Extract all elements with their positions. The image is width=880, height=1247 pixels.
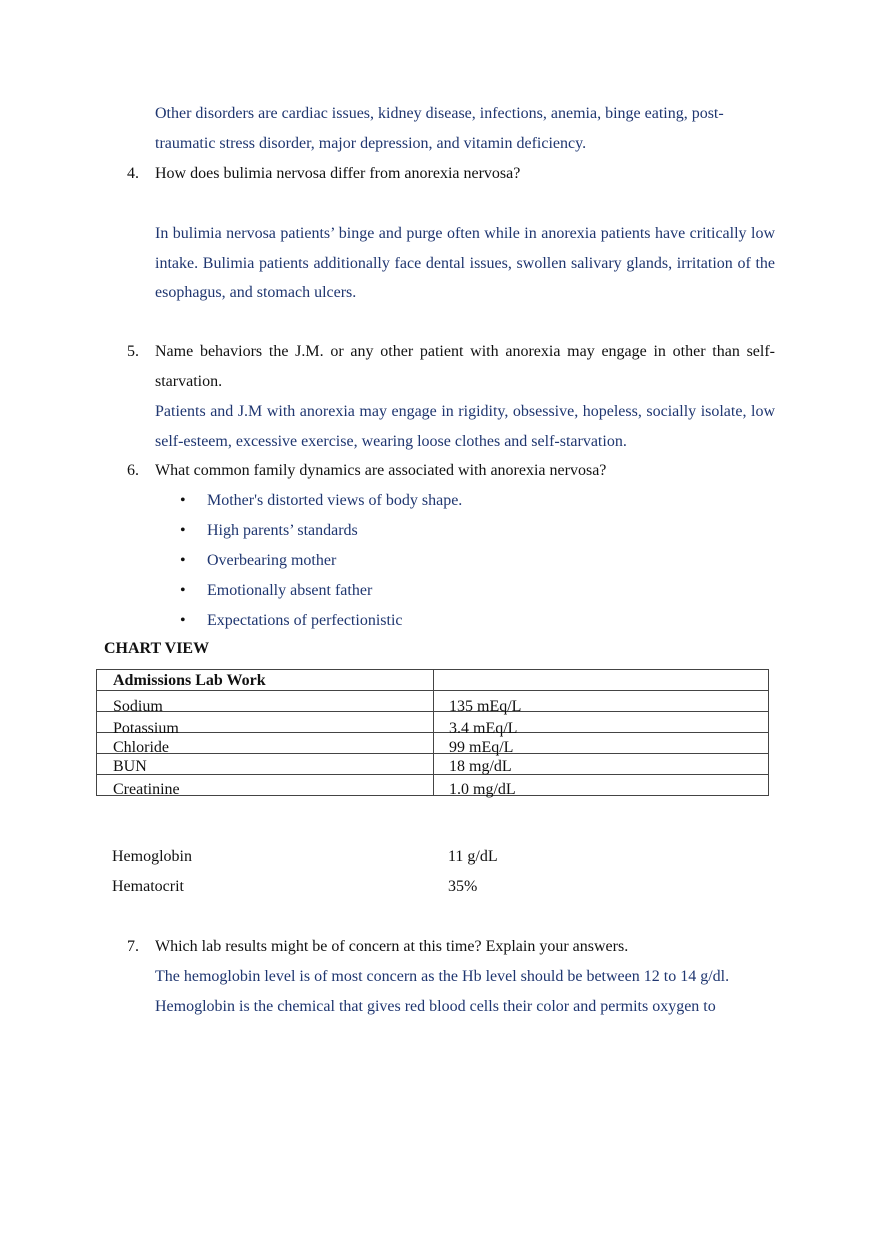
lab-value: 135 mEq/L <box>449 698 522 715</box>
table-header: Admissions Lab Work <box>113 672 266 689</box>
question-6-text: What common family dynamics are associated with anorexia nervosa? <box>155 462 607 479</box>
lab-name: Sodium <box>113 698 163 715</box>
lab-name: Hemoglobin <box>112 848 192 865</box>
answer-3-line-2: traumatic stress disorder, major depression, and vitamin deficiency. <box>155 134 587 152</box>
question-5-number: 5. <box>127 343 139 360</box>
table-row <box>96 775 769 796</box>
lab-name: BUN <box>113 758 147 775</box>
table-header-row <box>96 669 769 691</box>
question-5-text: Name behaviors the J.M. or any other patient with anorexia may engage in other than self-starvation. <box>155 343 775 390</box>
answer-4-text: In bulimia nervosa patients’ binge and purge often while in anorexia patients have critically low intake. Bulimia patients additionally face dental issues, swollen salivary glands, irritation of the esophagus, and stomach ulcers. <box>155 225 775 302</box>
table-row <box>96 691 769 715</box>
question-6-number: 6. <box>127 462 139 479</box>
table-row <box>96 733 769 754</box>
lab-name: Creatinine <box>113 781 180 798</box>
lab-name: Hematocrit <box>112 878 184 895</box>
question-7-text: Which lab results might be of concern at this time? Explain your answers. <box>155 938 629 955</box>
answer-5-text: Patients and J.M with anorexia may engage in rigidity, obsessive, hopeless, socially isolate, low self-esteem, excessive exercise, wearing loose clothes and self-starvation. <box>155 403 775 450</box>
bullet-icon: • <box>180 492 186 509</box>
table-row <box>96 754 769 775</box>
bullet-icon: • <box>180 582 186 599</box>
lab-name: Chloride <box>113 739 169 756</box>
bullet-icon: • <box>180 552 186 569</box>
answer-7-line-1: The hemoglobin level is of most concern as the Hb level should be between 12 to 14 g/dl. <box>155 968 730 985</box>
family-dynamic-item: Emotionally absent father <box>207 582 373 599</box>
lab-value: 35% <box>448 878 478 895</box>
table-row <box>96 712 769 737</box>
lab-name: Potassium <box>113 720 179 737</box>
lab-value: 1.0 mg/dL <box>449 781 516 798</box>
answer-3-continuation <box>155 99 775 158</box>
question-4-text: How does bulimia nervosa differ from anorexia nervosa? <box>155 165 521 182</box>
question-7-number: 7. <box>127 938 139 955</box>
question-4-number: 4. <box>127 165 139 182</box>
lab-value: 18 mg/dL <box>449 758 512 775</box>
bullet-icon: • <box>180 612 186 629</box>
family-dynamic-item: Overbearing mother <box>207 552 337 569</box>
answer-3-line-1: Other disorders are cardiac issues, kidney disease, infections, anemia, binge eating, post- <box>155 105 724 122</box>
family-dynamic-item: Mother's distorted views of body shape. <box>207 492 463 509</box>
chart-view-heading: CHART VIEW <box>104 640 210 657</box>
lab-work-table <box>96 669 769 796</box>
lab-value: 99 mEq/L <box>449 739 514 756</box>
family-dynamic-item: High parents’ standards <box>207 522 358 539</box>
lab-value: 3.4 mEq/L <box>449 720 518 737</box>
lab-value: 11 g/dL <box>448 848 498 865</box>
answer-7-line-2: Hemoglobin is the chemical that gives red blood cells their color and permits oxygen to <box>155 997 716 1015</box>
bullet-icon: • <box>180 522 186 539</box>
answer-7-text <box>155 962 775 1021</box>
family-dynamic-item: Expectations of perfectionistic <box>207 612 403 629</box>
